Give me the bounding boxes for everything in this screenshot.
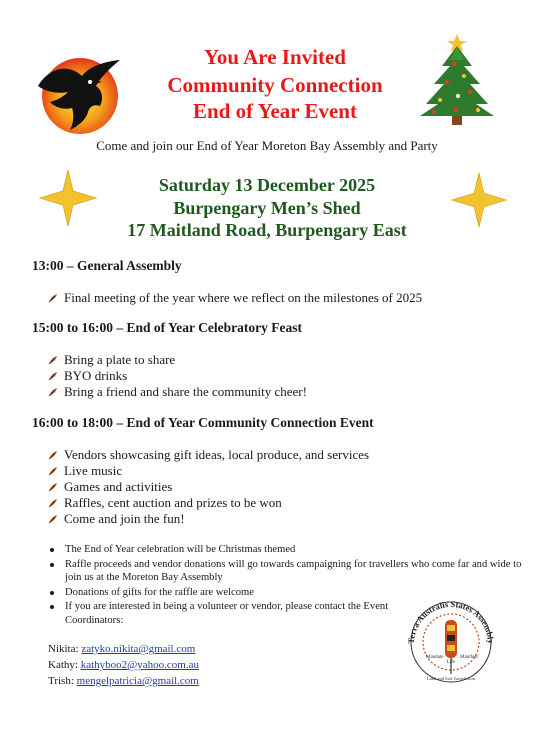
feather-bullet-icon [48, 482, 58, 492]
contact-name: Nikita: [48, 643, 79, 655]
list-item [48, 352, 307, 368]
contact-email-link[interactable]: mengelpatricia@gmail.com [76, 675, 199, 687]
feather-bullet-icon [48, 466, 58, 476]
gold-star-icon [38, 168, 98, 228]
list-item-text: Vendors showcasing gift ideas, local produce, and services [64, 447, 370, 462]
feather-bullet-icon [48, 498, 58, 508]
title-line-3: End of Year Event [193, 99, 357, 123]
list-item-text: Come and join the fun! [64, 511, 185, 526]
title-line-2: Community Connection [167, 73, 383, 97]
contact-email-link[interactable]: zatyko.nikita@gmail.com [81, 643, 196, 655]
seal-right-text: Manifest [460, 655, 478, 660]
section-heading-community-connection: 16:00 to 18:00 – End of Year Community Connection Event [32, 415, 374, 430]
event-venue: Burpengary Men’s Shed [173, 198, 361, 218]
section-heading-general-assembly: 13:00 – General Assembly [32, 258, 182, 273]
list-item [48, 511, 369, 527]
list-item [48, 384, 307, 400]
feast-list [48, 352, 307, 400]
contact-row [48, 641, 199, 657]
note-item: Donations of gifts for the raffle are welcome [48, 586, 408, 600]
feather-bullet-icon [48, 387, 58, 397]
list-item [48, 368, 307, 384]
list-item [48, 447, 369, 463]
gold-star-icon [450, 170, 508, 230]
event-address: 17 Maitland Road, Burpengary East [127, 220, 407, 240]
general-assembly-list [48, 290, 422, 306]
feather-bullet-icon [48, 514, 58, 524]
contact-email-link[interactable]: kathyboo2@yahoo.com.au [80, 659, 199, 671]
feather-bullet-icon [48, 293, 58, 303]
list-item-text: Bring a plate to share [64, 352, 176, 367]
note-item: Raffle proceeds and vendor donations will go towards campaigning for travellers who come far and wide to join us at the Moreton Bay Assembly [48, 558, 525, 585]
list-item-text: Final meeting of the year where we reflect on the milestones of 2025 [64, 290, 423, 305]
contact-row [48, 657, 199, 673]
bird-sun-logo-icon [30, 46, 126, 142]
list-item [48, 479, 369, 495]
feather-bullet-icon [48, 371, 58, 381]
seal-left-text: Mandate [426, 655, 444, 660]
list-item-text: BYO drinks [64, 368, 128, 383]
feather-bullet-icon [48, 355, 58, 365]
list-item-text: Raffles, cent auction and prizes to be won [64, 495, 282, 510]
list-item-text: Live music [64, 463, 123, 478]
feather-bullet-icon [48, 450, 58, 460]
seal-bottom-text: Land and Soil Jurisdiction [426, 676, 476, 681]
seal-mid-text: Life [446, 660, 456, 665]
note-item: If you are interested in being a volunteer or vendor, please contact the Event Coordinators: [48, 600, 395, 627]
community-event-list [48, 447, 369, 527]
seal-top-text: Terra Australis States Assembly [405, 598, 497, 645]
intro-text: Come and join our End of Year Moreton Bay Assembly and Party [96, 138, 438, 153]
list-item-text: Games and activities [64, 479, 173, 494]
list-item [48, 463, 369, 479]
title-line-1: You Are Invited [204, 45, 346, 69]
contact-row [48, 673, 199, 689]
list-item [48, 495, 369, 511]
list-item [48, 290, 422, 306]
contact-name: Kathy: [48, 659, 78, 671]
note-item: The End of Year celebration will be Christmas themed [48, 543, 408, 557]
contact-name: Trish: [48, 675, 74, 687]
event-date: Saturday 13 December 2025 [158, 175, 376, 195]
section-heading-celebratory-feast: 15:00 to 16:00 – End of Year Celebratory Feast [32, 320, 302, 335]
christmas-tree-icon [414, 30, 500, 126]
contacts-block [48, 641, 199, 689]
assembly-seal-logo [402, 592, 500, 690]
list-item-text: Bring a friend and share the community cheer! [64, 384, 307, 399]
